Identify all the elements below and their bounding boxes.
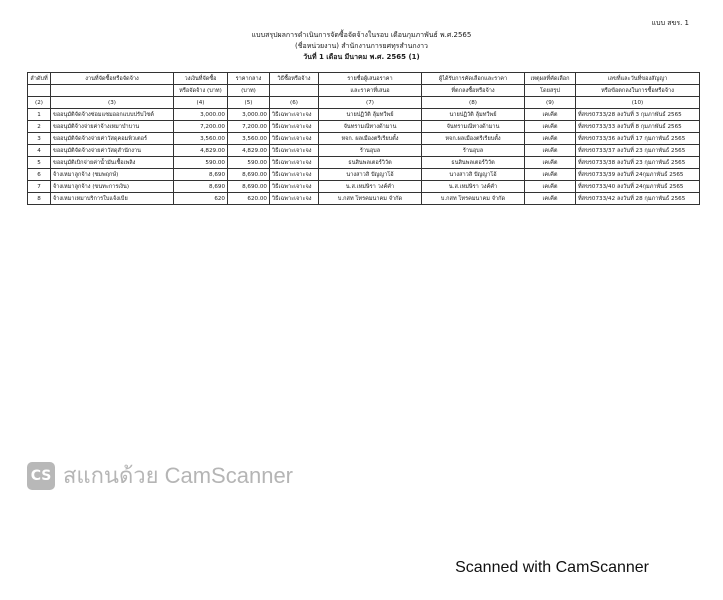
column-number: (9) [525, 97, 576, 109]
cell-method: วิธีเฉพาะเจาะจง [270, 193, 319, 205]
cell-reason: เคเคีต [525, 169, 576, 181]
cell-budget: 3,000.00 [174, 109, 228, 121]
cell-bidders: นางสาวสิ ปัญญาโอ้ [319, 169, 422, 181]
cell-median-price: 8,690.00 [228, 169, 270, 181]
cell-contract: ที่สขร0733/33 ลงวันที่ 8 กุมภาพันธ์ 2565 [576, 121, 700, 133]
cell-contract: ที่สขร0733/28 ลงวันที่ 3 กุมภาพันธ์ 2565 [576, 109, 700, 121]
cell-median-price: 3,560.00 [228, 133, 270, 145]
header-cell: ผู้ได้รับการคัดเลือกและราคา [422, 73, 525, 85]
table-row [28, 109, 700, 121]
cell-method: วิธีเฉพาะเจาะจง [270, 181, 319, 193]
cell-budget: 8,690 [174, 181, 228, 193]
table-header-row-2 [28, 85, 700, 97]
cell-winner: ร้านอุบล [422, 145, 525, 157]
cell-item: ขออนุมัติจัดจ้างจ่ายค่าวัสดุสำนักงาน [51, 145, 174, 157]
document-header [0, 30, 723, 63]
cell-bidders: จันทรามณีทางด้ามาน [319, 121, 422, 133]
column-number: (3) [51, 97, 174, 109]
header-cell: (บาท) [228, 85, 270, 97]
cell-method: วิธีเฉพาะเจาะจง [270, 169, 319, 181]
header-cell: หรือจัดจ้าง (บาท) [174, 85, 228, 97]
cell-winner: นางสาวสิ ปัญญาโอ้ [422, 169, 525, 181]
cell-bidders: บ.กสท โทรคมนาคม จำกัด [319, 193, 422, 205]
cell-median-price: 3,000.00 [228, 109, 270, 121]
table-numbering-row [28, 97, 700, 109]
header-cell [51, 85, 174, 97]
header-cell: รายชื่อผู้เสนอราคา [319, 73, 422, 85]
header-cell: ที่ตกลงซื้อหรือจ้าง [422, 85, 525, 97]
table-row [28, 193, 700, 205]
cell-contract: ที่สขร0733/38 ลงวันที่ 23 กุมภาพันธ์ 2565 [576, 157, 700, 169]
cell-seq: 5 [28, 157, 51, 169]
header-cell: เหตุผลที่คัดเลือก [525, 73, 576, 85]
cell-budget: 8,690 [174, 169, 228, 181]
cell-item: จ้างเหมาเหมาบริการใบแจ้งเบีย [51, 193, 174, 205]
cell-item: ขออนุมัติจัดจ้างซ่อมแซมออกแบบปรับไซต์ [51, 109, 174, 121]
cell-winner: นายปฏิวัติ ลุ้มทวีพย์ [422, 109, 525, 121]
report-date: วันที่ 1 เดือน มีนาคม พ.ศ. 2565 (1) [303, 53, 420, 61]
table-row [28, 121, 700, 133]
cell-contract: ที่สขร0733/40 ลงวันที่ 24กุมภาพันธ์ 2565 [576, 181, 700, 193]
column-number: (5) [228, 97, 270, 109]
cell-budget: 3,560.00 [174, 133, 228, 145]
cell-contract: ที่สขร0733/42 ลงวันที่ 28 กุมภาพันธ์ 2565 [576, 193, 700, 205]
table-row [28, 133, 700, 145]
cell-seq: 6 [28, 169, 51, 181]
cell-median-price: 7,200.00 [228, 121, 270, 133]
cell-bidders: หจก. ผลเมืองตรีเรียบตั้ง [319, 133, 422, 145]
agency-name: (ชื่อหน่วยงาน) สำนักงานการยศทุรสำนกงาว [295, 42, 428, 50]
cell-reason: เคเคีต [525, 181, 576, 193]
header-cell: โดยสรุป [525, 85, 576, 97]
cell-seq: 3 [28, 133, 51, 145]
cell-reason: เคเคีต [525, 121, 576, 133]
cell-contract: ที่สขร0733/39 ลงวันที่ 24กุมภาพันธ์ 2565 [576, 169, 700, 181]
cell-method: วิธีเฉพาะเจาะจง [270, 121, 319, 133]
header-cell [270, 85, 319, 97]
table-row [28, 169, 700, 181]
table-row [28, 145, 700, 157]
cell-reason: เคเคีต [525, 193, 576, 205]
column-number: (4) [174, 97, 228, 109]
cell-bidders: ธนสินพลเตอร์วิวัต [319, 157, 422, 169]
cell-winner: หจก.ผลเมืองตรีเรียบตั้ง [422, 133, 525, 145]
cell-reason: เคเคีต [525, 157, 576, 169]
column-number: (10) [576, 97, 700, 109]
cell-seq: 1 [28, 109, 51, 121]
cell-winner: ธนสินพลเตอร์วิวัต [422, 157, 525, 169]
cell-budget: 7,200.00 [174, 121, 228, 133]
cell-median-price: 8,690.00 [228, 181, 270, 193]
cell-method: วิธีเฉพาะเจาะจง [270, 133, 319, 145]
cell-item: ขออนุมัติจัดจ้างจ่ายค่าวัสดุคอมพิวเตอร์ [51, 133, 174, 145]
header-cell: เลขที่และวันที่ของสัญญา [576, 73, 700, 85]
cell-median-price: 4,829.00 [228, 145, 270, 157]
watermark-text: สแกนด้วย CamScanner [63, 463, 294, 488]
header-cell: วงเงินที่จัดซื้อ [174, 73, 228, 85]
header-cell: งานที่จัดซื้อหรือจัดจ้าง [51, 73, 174, 85]
cell-winner: จันทรามณีทางด้ามาน [422, 121, 525, 133]
cell-median-price: 590.00 [228, 157, 270, 169]
header-cell: หรือข้อตกลงในการซื้อหรือจ้าง [576, 85, 700, 97]
header-cell: และราคาที่เสนอ [319, 85, 422, 97]
cell-reason: เคเคีต [525, 145, 576, 157]
cell-reason: เคเคีต [525, 133, 576, 145]
header-cell: ราคากลาง [228, 73, 270, 85]
table-row [28, 157, 700, 169]
column-number: (7) [319, 97, 422, 109]
procurement-table [27, 72, 700, 205]
column-number: (2) [28, 97, 51, 109]
cell-seq: 4 [28, 145, 51, 157]
cell-budget: 590.00 [174, 157, 228, 169]
cell-median-price: 620.00 [228, 193, 270, 205]
column-number: (8) [422, 97, 525, 109]
cell-budget: 4,829.00 [174, 145, 228, 157]
cell-winner: น.ส.เหม่ษิรา วงค์คำ [422, 181, 525, 193]
cell-seq: 2 [28, 121, 51, 133]
cell-seq: 7 [28, 181, 51, 193]
camscanner-watermark [27, 458, 293, 493]
cell-contract: ที่สขร0733/36 ลงวันที่ 17 กุมภาพันธ์ 2565 [576, 133, 700, 145]
cell-reason: เคเคีต [525, 109, 576, 121]
cell-bidders: นายปฏิวัติ ลุ้มทวีพย์ [319, 109, 422, 121]
form-code: แบบ สขร. 1 [651, 19, 689, 27]
cell-item: จ้างเหมาลูกจ้าง (ขนทะการเงิน) [51, 181, 174, 193]
cell-method: วิธีเฉพาะเจาะจง [270, 157, 319, 169]
cell-winner: บ.กสท โทรคมนาคม จำกัด [422, 193, 525, 205]
document-title: แบบสรุปผลการดำเนินการจัดซื้อจัดจ้างในรอบ เดือนกุมภาพันธ์ พ.ศ.2565 [251, 31, 472, 39]
camscanner-logo-icon: CS [27, 462, 55, 490]
cell-method: วิธีเฉพาะเจาะจง [270, 109, 319, 121]
header-cell: วิธีซื้อหรือจ้าง [270, 73, 319, 85]
cell-bidders: น.ส.เหม่ษิรา วงค์คำ [319, 181, 422, 193]
cell-method: วิธีเฉพาะเจาะจง [270, 145, 319, 157]
cell-item: จ้างเหมาลูกจ้าง (ชมพฤกษ์) [51, 169, 174, 181]
cell-bidders: ร้านอุบล [319, 145, 422, 157]
header-cell [28, 85, 51, 97]
scanned-with-footer: Scanned with CamScanner [455, 559, 649, 576]
table-row [28, 181, 700, 193]
cell-item: ขออนุมัติเบิกจ่ายค่าน้ำมันเชื้อเพลิง [51, 157, 174, 169]
cell-item: ขออนุมัติจ้างจ่ายค่าจ้างเหมาบำบาน [51, 121, 174, 133]
cell-contract: ที่สขร0733/37 ลงวันที่ 23 กุมภาพันธ์ 2565 [576, 145, 700, 157]
cell-budget: 620 [174, 193, 228, 205]
column-number: (6) [270, 97, 319, 109]
header-cell: ลำดับที่ [28, 73, 51, 85]
cell-seq: 8 [28, 193, 51, 205]
table-header-row-1 [28, 73, 700, 85]
